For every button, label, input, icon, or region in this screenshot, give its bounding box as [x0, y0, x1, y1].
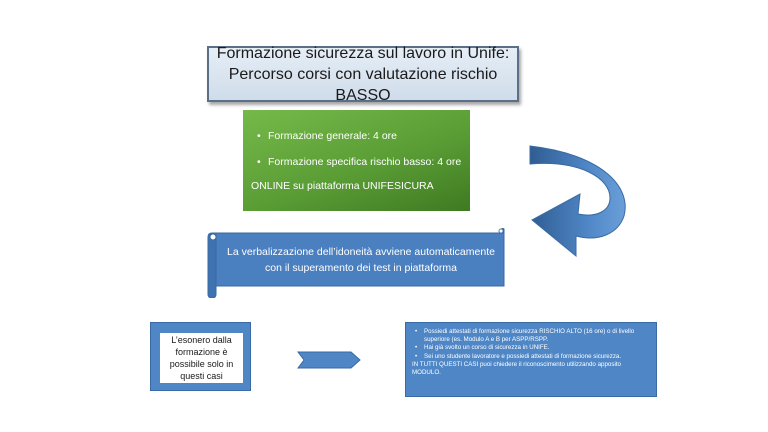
bullet-icon: •	[415, 344, 418, 352]
training-item-general	[251, 130, 464, 143]
case-item-label: Possiedi attestati di formazione sicurezza RISCHIO ALTO (16 ore) o di livello superiore (es. Modulo A e B per ASPP/RSPP.	[424, 328, 635, 344]
training-box	[243, 110, 470, 211]
chevron-right-arrow-icon	[297, 350, 361, 370]
verification-line-1: La verbalizzazione dell’idoneità avviene automaticamente	[227, 246, 495, 258]
exemption-line-3: possibile solo in	[169, 359, 234, 369]
title-line-2: Percorso corsi con valutazione rischio BASSO	[228, 65, 498, 104]
case-item-label: Sei uno studente lavoratore e possiedi attestati di formazione sicurezza.	[424, 352, 622, 360]
exemption-line-2: formazione è	[175, 347, 228, 357]
training-item-specific-label: Formazione specifica rischio basso: 4 ore	[268, 156, 462, 168]
exemption-line-1: L’esonero dalla	[171, 335, 232, 345]
training-item-specific	[251, 156, 464, 169]
case-item-label: Hai già svolto un corso di sicurezza in UNIFE.	[424, 344, 550, 352]
case-item	[412, 328, 650, 344]
verification-text	[216, 244, 506, 280]
bullet-icon: •	[257, 156, 261, 168]
online-platform-note: ONLINE su piattaforma UNIFESICURA	[251, 180, 434, 192]
verification-line-2: con il superamento dei test in piattaforma	[264, 262, 458, 274]
training-list	[251, 130, 464, 169]
case-item	[412, 344, 650, 352]
exemption-cases-box	[405, 322, 657, 397]
bullet-icon: •	[415, 352, 418, 360]
exemption-text	[160, 333, 243, 383]
cases-note: IN TUTTI QUESTI CASI puoi chiedere il riconoscimento utilizzando apposito MODULO.	[412, 360, 621, 377]
bullet-icon: •	[415, 328, 418, 335]
bullet-icon: •	[257, 130, 261, 142]
case-item	[412, 353, 650, 361]
diagram-title	[207, 46, 519, 102]
curved-arrow-icon	[520, 138, 632, 262]
exemption-line-4: questi casi	[180, 371, 223, 381]
title-line-1: Formazione sicurezza sul lavoro in Unife:	[216, 44, 510, 62]
exemption-cases-list	[412, 328, 650, 361]
training-item-general-label: Formazione generale: 4 ore	[268, 130, 397, 142]
